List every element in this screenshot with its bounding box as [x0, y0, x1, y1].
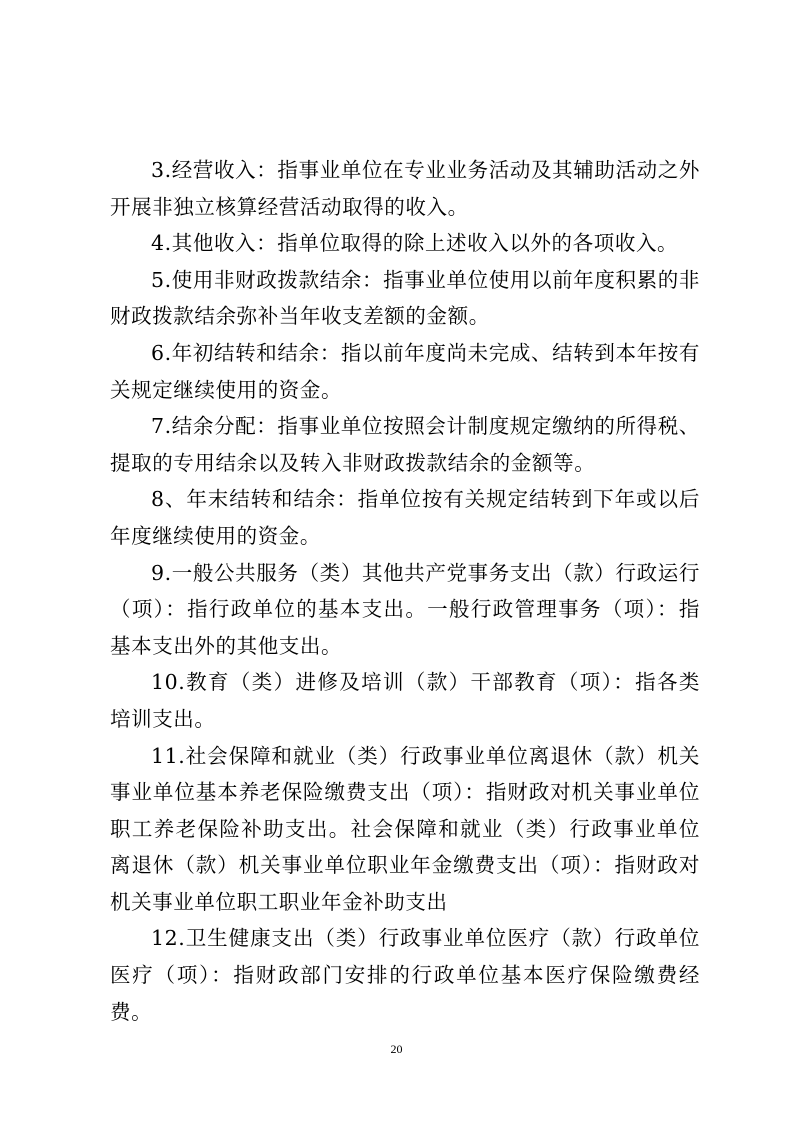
document-body: [110, 152, 700, 1030]
paragraph-item-12: 12.卫生健康支出（类）行政事业单位医疗（款）行政单位医疗（项）：指财政部门安排的行政单位基本医疗保险缴费经费。: [110, 926, 700, 1024]
paragraph-item-8: 8、年末结转和结余：指单位按有关规定结转到下年或以后年度继续使用的资金。: [110, 487, 700, 548]
paragraph-item-10: 10.教育（类）进修及培训（款）干部教育（项）：指各类培训支出。: [110, 670, 700, 731]
paragraph-item-6: 6.年初结转和结余：指以前年度尚未完成、结转到本年按有关规定继续使用的资金。: [110, 340, 700, 402]
paragraph-item-9: 9.一般公共服务（类）其他共产党事务支出（款）行政运行（项）：指行政单位的基本支出。一般行政管理事务（项）：指基本支出外的其他支出。: [110, 560, 700, 658]
paragraph-item-3: 3.经营收入：指事业单位在专业业务活动及其辅助活动之外开展非独立核算经营活动取得的收入。: [110, 158, 700, 219]
paragraph-item-7: 7.结余分配：指事业单位按照会计制度规定缴纳的所得税、提取的专用结余以及转入非财政拨款结余的金额等。: [110, 414, 700, 475]
paragraph-item-5: 5.使用非财政拨款结余：指事业单位使用以前年度积累的非财政拨款结余弥补当年收支差额的金额。: [110, 267, 700, 329]
paragraph-item-11: 11.社会保障和就业（类）行政事业单位离退休（款）机关事业单位基本养老保险缴费支出（项）：指财政对机关事业单位职工养老保险补助支出。社会保障和就业（类）行政事业单位离退休（款）机关事业单位职业年金缴费支出（项）：指财政对机关事业单位职工职业年金补助支出: [110, 743, 700, 914]
paragraph-item-4: 4.其他收入：指单位取得的除上述收入以外的各项收入。: [151, 231, 679, 256]
page-number: 20: [390, 1042, 403, 1056]
